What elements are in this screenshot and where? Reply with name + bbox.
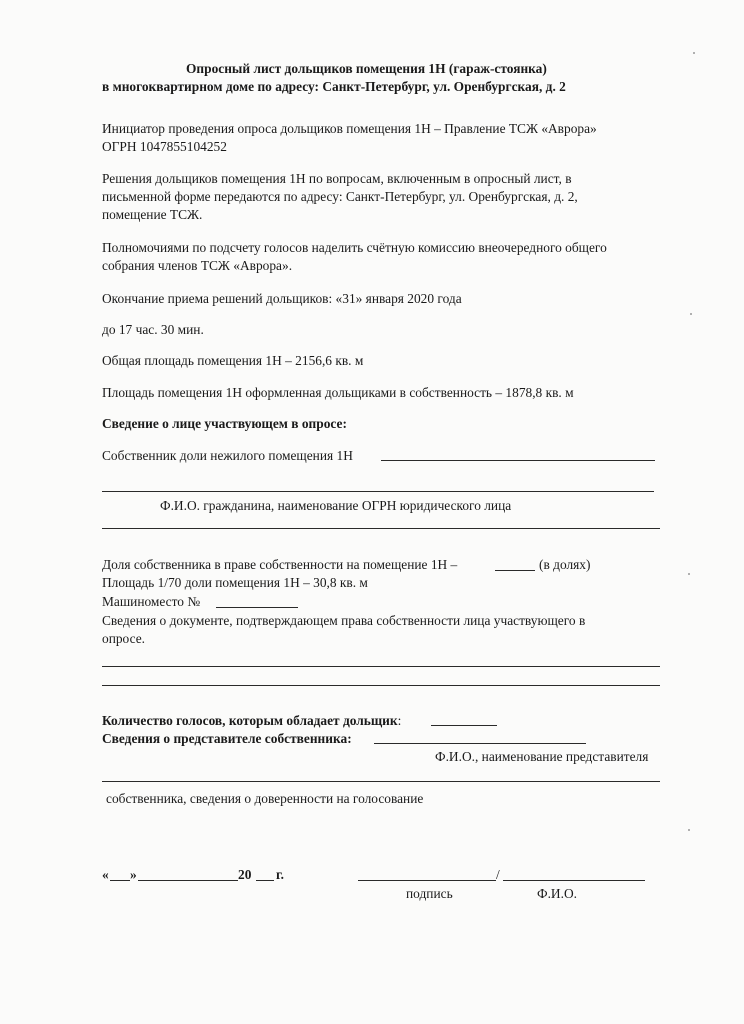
date-open-quote: « xyxy=(102,867,109,882)
commission-line-1: Полномочиями по подсчету голосов наделить счётную комиссию внеочередного общего xyxy=(102,240,607,255)
share-input-line[interactable] xyxy=(495,570,535,571)
date-day-line[interactable] xyxy=(110,880,130,881)
decisions-line-1: Решения дольщиков помещения 1Н по вопросам, включенным в опросный лист, в xyxy=(102,171,572,186)
area-share: Площадь 1/70 доли помещения 1Н – 30,8 кв. м xyxy=(102,575,368,590)
share-label: Доля собственника в праве собственности на помещение 1Н – xyxy=(102,557,458,572)
signature-name-line[interactable] xyxy=(503,880,645,881)
decisions-line-2: письменной форме передаются по адресу: Санкт-Петербург, ул. Оренбургская, д. 2, xyxy=(102,189,578,204)
votes-label-text: Количество голосов, которым обладает дольщик xyxy=(102,713,398,728)
commission-line-2: собрания членов ТСЖ «Аврора». xyxy=(102,258,293,273)
rep-input-line[interactable] xyxy=(374,743,586,744)
date-month-line[interactable] xyxy=(138,880,238,881)
rep-details-line[interactable] xyxy=(102,781,660,782)
title-line-1: Опросный лист дольщиков помещения 1Н (гараж-стоянка) xyxy=(186,61,547,76)
date-year-line[interactable] xyxy=(256,880,274,881)
scan-speck xyxy=(690,313,692,315)
title-line-2: в многоквартирном доме по адресу: Санкт-Петербург, ул. Оренбургская, д. 2 xyxy=(102,79,566,94)
rep-caption: Ф.И.О., наименование представителя xyxy=(435,749,649,764)
parking-input-line[interactable] xyxy=(216,607,298,608)
share-suffix: (в долях) xyxy=(539,557,591,572)
participant-heading: Сведение о лице участвующем в опросе: xyxy=(102,416,347,431)
deadline-date: Окончание приема решений дольщиков: «31» января 2020 года xyxy=(102,291,462,306)
document-input-line-1[interactable] xyxy=(102,666,660,667)
signature-name-caption: Ф.И.О. xyxy=(537,886,577,901)
signature-separator: / xyxy=(496,867,500,882)
document-input-line-2[interactable] xyxy=(102,685,660,686)
owner-input-line[interactable] xyxy=(381,460,655,461)
area-total: Общая площадь помещения 1Н – 2156,6 кв. м xyxy=(102,353,364,368)
initiator-line-1: Инициатор проведения опроса дольщиков помещения 1Н – Правление ТСЖ «Аврора» xyxy=(102,121,597,136)
owner-name-line[interactable] xyxy=(102,491,654,492)
date-close-quote: » xyxy=(130,867,137,882)
rep-caption-2: собственника, сведения о доверенности на голосование xyxy=(106,791,424,806)
votes-label: Количество голосов, которым обладает дольщик: xyxy=(102,713,402,728)
parking-label: Машиноместо № xyxy=(102,594,201,609)
initiator-ogrn: ОГРН 1047855104252 xyxy=(102,139,227,154)
scan-speck xyxy=(688,829,690,831)
document-line-2: опросе. xyxy=(102,631,145,646)
date-year-suffix: г. xyxy=(276,867,284,882)
signature-line[interactable] xyxy=(358,880,496,881)
votes-input-line[interactable] xyxy=(431,725,497,726)
deadline-time: до 17 час. 30 мин. xyxy=(102,322,204,337)
owner-label: Собственник доли нежилого помещения 1Н xyxy=(102,448,353,463)
date-year-prefix: 20 xyxy=(238,867,252,882)
owner-name-caption: Ф.И.О. гражданина, наименование ОГРН юридического лица xyxy=(160,498,512,513)
owner-ogrn-line[interactable] xyxy=(102,528,660,529)
scan-speck xyxy=(693,52,695,54)
rep-label: Сведения о представителе собственника: xyxy=(102,731,352,746)
signature-caption: подпись xyxy=(406,886,453,901)
scan-speck xyxy=(688,573,690,575)
decisions-line-3: помещение ТСЖ. xyxy=(102,207,203,222)
document-line-1: Сведения о документе, подтверждающем права собственности лица участвующего в xyxy=(102,613,586,628)
area-owned: Площадь помещения 1Н оформленная дольщиками в собственность – 1878,8 кв. м xyxy=(102,385,574,400)
